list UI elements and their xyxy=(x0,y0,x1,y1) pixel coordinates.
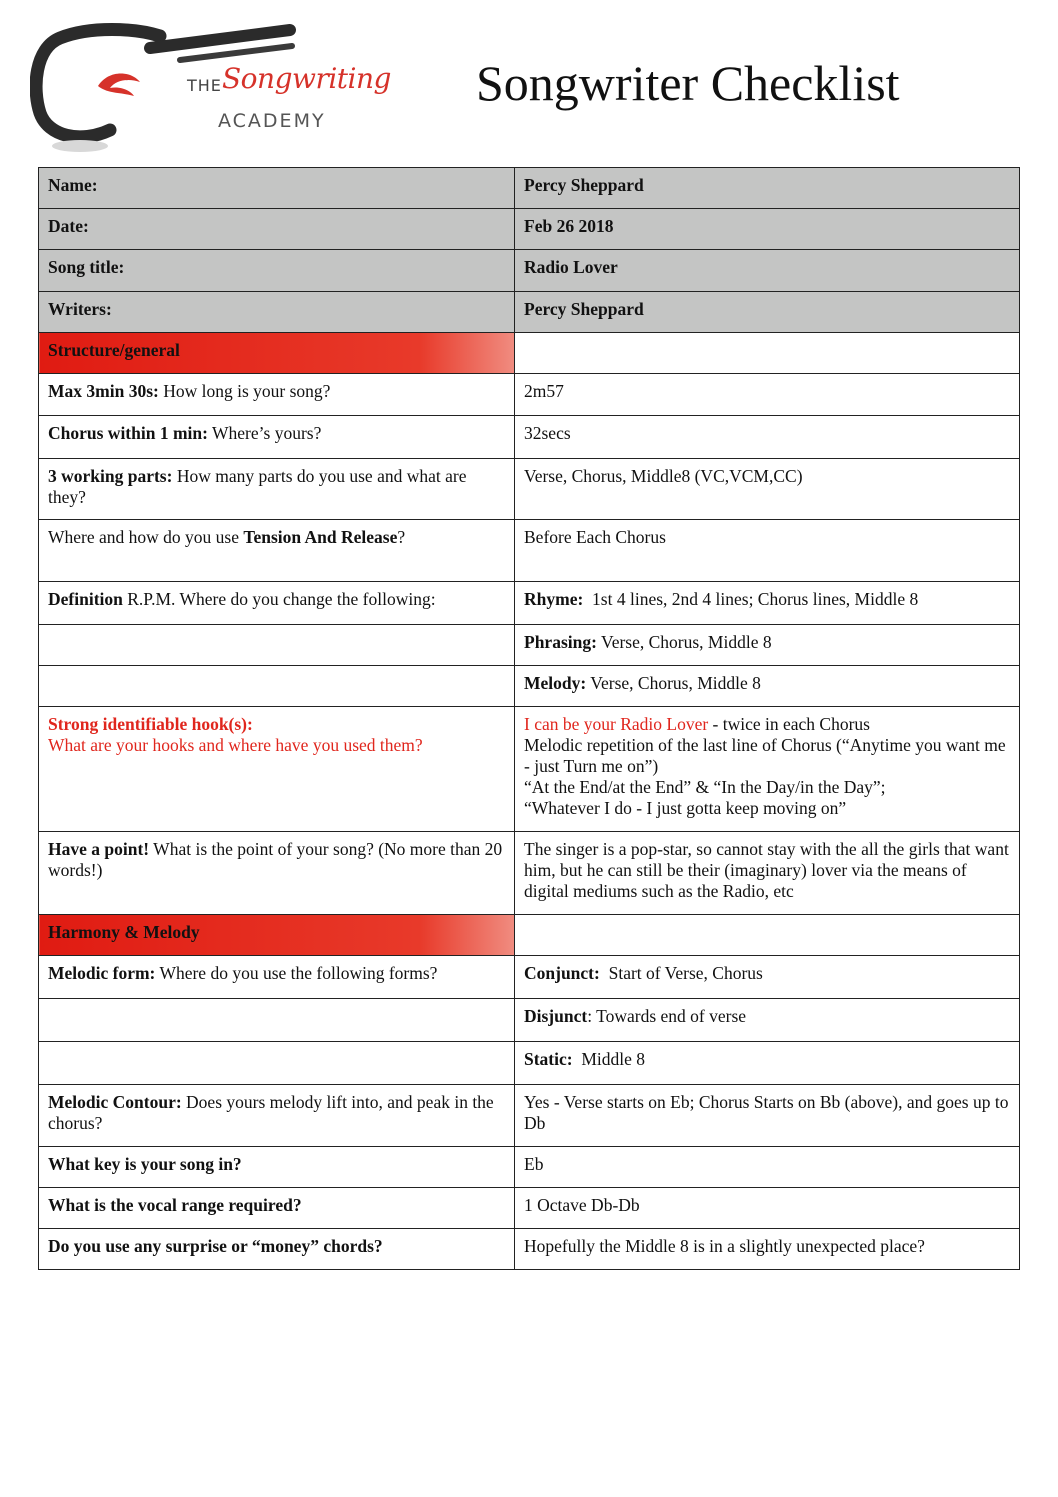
phrasing-text: Verse, Chorus, Middle 8 xyxy=(596,632,772,652)
definition-text: R.P.M. Where do you change the following: xyxy=(122,589,436,609)
point-question xyxy=(39,832,515,915)
melody-blank xyxy=(39,666,515,707)
row-chorus-time xyxy=(39,416,1020,459)
section-blank xyxy=(515,333,1020,374)
key-question: What key is your song in? xyxy=(39,1147,515,1188)
row-phrasing xyxy=(39,625,1020,666)
section-structure xyxy=(39,333,1020,374)
phrasing-blank xyxy=(39,625,515,666)
point-text: What is the point of your song? (No more than 20 words!) xyxy=(48,839,503,880)
working-parts-bold: 3 working parts: xyxy=(48,466,173,486)
working-parts-question xyxy=(39,459,515,520)
rhyme-label: Rhyme: xyxy=(524,589,584,609)
key-answer: Eb xyxy=(515,1147,1020,1188)
info-row-date xyxy=(39,209,1020,250)
section-heading-harmony: Harmony & Melody xyxy=(39,915,515,956)
chorus-time-text: Where’s yours? xyxy=(207,423,322,443)
rhyme-answer xyxy=(515,582,1020,625)
working-parts-answer: Verse, Chorus, Middle8 (VC,VCM,CC) xyxy=(515,459,1020,520)
disjunct-text: : Towards end of verse xyxy=(587,1006,747,1026)
definition-bold: Definition xyxy=(48,589,123,609)
row-melodic-form xyxy=(39,956,1020,999)
name-value: Percy Sheppard xyxy=(515,168,1020,209)
logo-the-text: THE xyxy=(187,76,222,95)
row-hooks xyxy=(39,707,1020,832)
writers-label: Writers: xyxy=(39,292,515,333)
static-blank xyxy=(39,1042,515,1085)
hook-radio-lover: I can be your Radio Lover xyxy=(524,714,709,734)
working-parts-text: How many parts do you use and what are they? xyxy=(48,466,467,507)
tension-bold: Tension And Release xyxy=(243,527,398,547)
disjunct-answer xyxy=(515,999,1020,1042)
hooks-answer xyxy=(515,707,1020,832)
surprise-question: Do you use any surprise or “money” chords? xyxy=(39,1229,515,1270)
row-surprise-chords xyxy=(39,1229,1020,1270)
writers-value: Percy Sheppard xyxy=(515,292,1020,333)
melody-answer xyxy=(515,666,1020,707)
melody-text: Verse, Chorus, Middle 8 xyxy=(586,673,761,693)
hooks-text: What are your hooks and where have you used them? xyxy=(48,735,423,755)
point-answer: The singer is a pop-star, so cannot stay with the all the girls that want him, but he can still be their (imaginary) lover via the means of digital mediums such as the Radio, etc xyxy=(515,832,1020,915)
conjunct-text: Start of Verse, Chorus xyxy=(599,963,763,983)
chorus-time-question xyxy=(39,416,515,459)
point-bold: Have a point! xyxy=(48,839,150,859)
academy-logo xyxy=(30,18,391,158)
row-definition xyxy=(39,582,1020,625)
section-heading-structure: Structure/general xyxy=(39,333,515,374)
conjunct-answer xyxy=(515,956,1020,999)
tension-post: ? xyxy=(397,527,406,547)
contour-answer: Yes - Verse starts on Eb; Chorus Starts on Bb (above), and goes up to Db xyxy=(515,1085,1020,1147)
hooks-bold: Strong identifiable hook(s): xyxy=(48,714,253,734)
max-length-question xyxy=(39,374,515,416)
melodic-form-question xyxy=(39,956,515,999)
hooks-question xyxy=(39,707,515,832)
static-answer xyxy=(515,1042,1020,1085)
chorus-time-answer: 32secs xyxy=(515,416,1020,459)
row-tension xyxy=(39,520,1020,582)
page-title: Songwriter Checklist xyxy=(476,55,900,111)
contour-text: Does yours melody lift into, and peak in the chorus? xyxy=(48,1092,494,1133)
logo-songwriting-text: Songwriting xyxy=(222,62,391,95)
row-static xyxy=(39,1042,1020,1085)
info-row-name xyxy=(39,168,1020,209)
melody-label: Melody: xyxy=(524,673,587,693)
max-length-bold: Max 3min 30s: xyxy=(48,381,159,401)
row-vocal-range xyxy=(39,1188,1020,1229)
rhyme-text: 1st 4 lines, 2nd 4 lines; Chorus lines, Middle 8 xyxy=(583,589,919,609)
contour-bold: Melodic Contour: xyxy=(48,1092,182,1112)
tension-pre: Where and how do you use xyxy=(48,527,244,547)
vocal-range-question: What is the vocal range required? xyxy=(39,1188,515,1229)
section-harmony xyxy=(39,915,1020,956)
conjunct-label: Conjunct: xyxy=(524,963,600,983)
contour-question xyxy=(39,1085,515,1147)
checklist-table xyxy=(38,167,1020,1270)
song-title-label: Song title: xyxy=(39,250,515,292)
phrasing-answer xyxy=(515,625,1020,666)
date-value: Feb 26 2018 xyxy=(515,209,1020,250)
info-row-writers xyxy=(39,292,1020,333)
melodic-form-bold: Melodic form: xyxy=(48,963,156,983)
static-label: Static: xyxy=(524,1049,573,1069)
disjunct-label: Disjunct xyxy=(524,1006,588,1026)
static-text: Middle 8 xyxy=(572,1049,646,1069)
hook-radio-lover-note: - twice in each Chorus xyxy=(708,714,870,734)
max-length-answer: 2m57 xyxy=(515,374,1020,416)
vocal-range-answer: 1 Octave Db-Db xyxy=(515,1188,1020,1229)
phrasing-label: Phrasing: xyxy=(524,632,597,652)
row-disjunct xyxy=(39,999,1020,1042)
name-label: Name: xyxy=(39,168,515,209)
row-melodic-contour xyxy=(39,1085,1020,1147)
max-length-text: How long is your song? xyxy=(158,381,331,401)
tension-answer: Before Each Chorus xyxy=(515,520,1020,582)
row-working-parts xyxy=(39,459,1020,520)
hooks-answer-line-1 xyxy=(524,714,1010,735)
song-title-value: Radio Lover xyxy=(515,250,1020,292)
definition-question xyxy=(39,582,515,625)
row-key xyxy=(39,1147,1020,1188)
row-melody xyxy=(39,666,1020,707)
info-row-song-title xyxy=(39,250,1020,292)
logo-academy-text: ACADEMY xyxy=(218,110,326,132)
chorus-time-bold: Chorus within 1 min: xyxy=(48,423,208,443)
hooks-answer-line-3: “At the End/at the End” & “In the Day/in the Day”; xyxy=(524,777,886,797)
row-point xyxy=(39,832,1020,915)
disjunct-blank xyxy=(39,999,515,1042)
surprise-answer: Hopefully the Middle 8 is in a slightly unexpected place? xyxy=(515,1229,1020,1270)
date-label: Date: xyxy=(39,209,515,250)
melodic-form-text: Where do you use the following forms? xyxy=(155,963,438,983)
hooks-answer-line-2: Melodic repetition of the last line of Chorus (“Anytime you want me - just Turn me on”) xyxy=(524,735,1006,776)
section-blank-harmony xyxy=(515,915,1020,956)
row-max-length xyxy=(39,374,1020,416)
tension-question xyxy=(39,520,515,582)
hooks-answer-line-4: “Whatever I do - I just gotta keep moving on” xyxy=(524,798,847,818)
